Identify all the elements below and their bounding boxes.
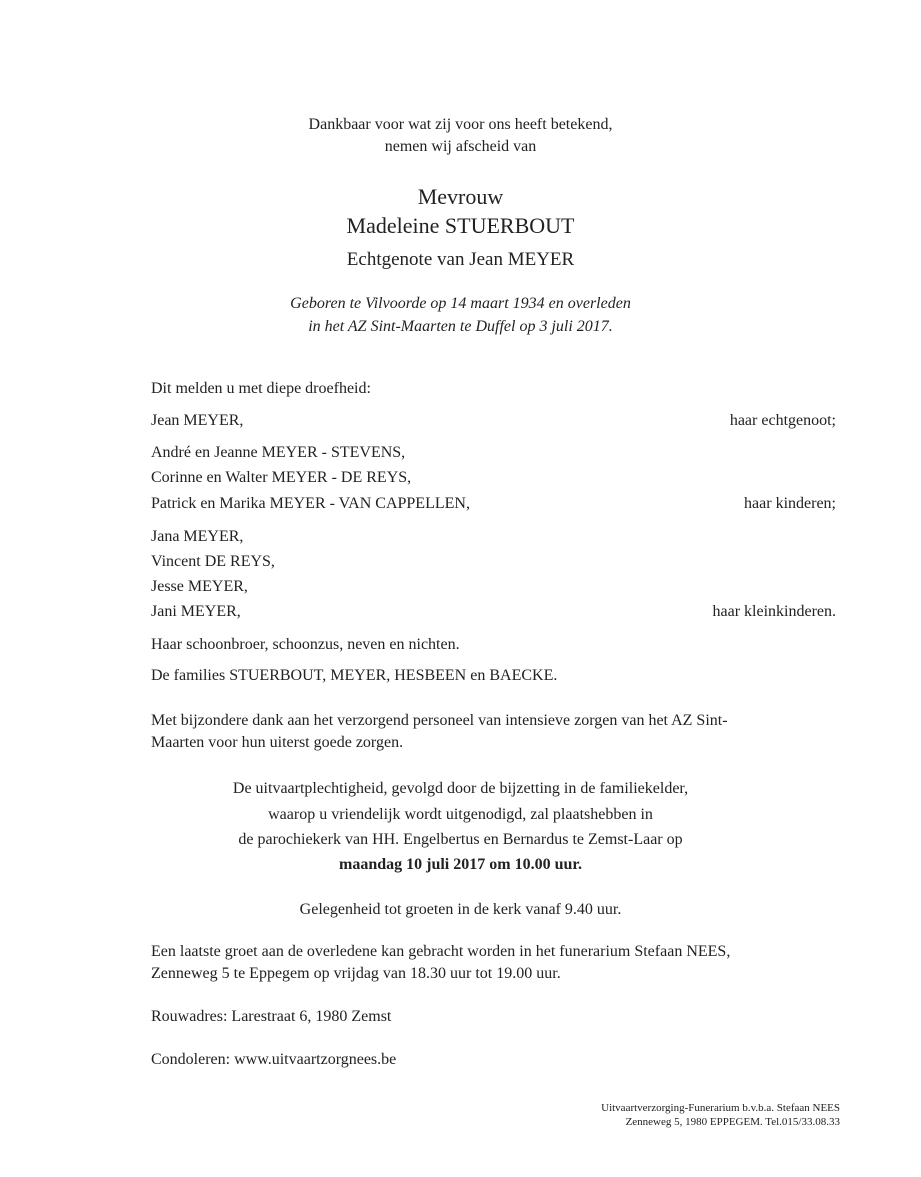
announcement: Dit melden u met diepe droefheid: <box>151 380 371 397</box>
farewell-line-1: Een laatste groet aan de overledene kan gebracht worden in het funerarium Stefaan NEES, <box>151 943 731 960</box>
deceased-spouse: Echtgenote van Jean MEYER <box>346 249 575 270</box>
grandchildren-relation: haar kleinkinderen. <box>712 603 836 620</box>
farewell-line-2: Zenneweg 5 te Eppegem op vrijdag van 18.30 uur tot 19.00 uur. <box>151 965 561 982</box>
footer-line-1: Uitvaartverzorging-Funerarium b.v.b.a. Stefaan NEES <box>601 1102 840 1114</box>
footer-line-2: Zenneweg 5, 1980 EPPEGEM. Tel.015/33.08.33 <box>625 1116 840 1128</box>
address: Rouwadres: Larestraat 6, 1980 Zemst <box>151 1008 392 1025</box>
intro-line-1: Dankbaar voor wat zij voor ons heeft betekend, <box>308 116 613 133</box>
dates-line-1: Geboren te Vilvoorde op 14 maart 1934 en overleden <box>290 295 631 312</box>
grandchild-1: Jana MEYER, <box>151 528 244 545</box>
greeting: Gelegenheid tot groeten in de kerk vanaf 9.40 uur. <box>299 901 622 918</box>
thanks-line-2: Maarten voor hun uiterst goede zorgen. <box>151 734 404 751</box>
deceased-name: Madeleine STUERBOUT <box>346 213 575 238</box>
condolences: Condoleren: www.uitvaartzorgnees.be <box>151 1051 397 1068</box>
spouse-relation: haar echtgenoot; <box>729 412 836 429</box>
relatives: Haar schoonbroer, schoonzus, neven en nichten. <box>151 636 460 653</box>
dates-line-2: in het AZ Sint-Maarten te Duffel op 3 juli 2017. <box>308 318 613 335</box>
grandchild-4: Jani MEYER, <box>151 603 241 620</box>
deceased-honorific: Mevrouw <box>417 184 504 209</box>
child-1: André en Jeanne MEYER - STEVENS, <box>151 444 406 461</box>
child-3: Patrick en Marika MEYER - VAN CAPPELLEN, <box>151 495 470 512</box>
thanks-line-1: Met bijzondere dank aan het verzorgend personeel van intensieve zorgen van het AZ Sint- <box>151 712 728 729</box>
child-2: Corinne en Walter MEYER - DE REYS, <box>151 469 412 486</box>
ceremony-line-3: de parochiekerk van HH. Engelbertus en Bernardus te Zemst-Laar op <box>238 831 683 848</box>
grandchild-3: Jesse MEYER, <box>151 578 248 595</box>
families: De families STUERBOUT, MEYER, HESBEEN en BAECKE. <box>151 667 558 684</box>
ceremony-line-2: waarop u vriendelijk wordt uitgenodigd, zal plaatshebben in <box>268 806 653 823</box>
spouse-name: Jean MEYER, <box>151 412 244 429</box>
children-relation: haar kinderen; <box>744 495 836 512</box>
ceremony-line-1: De uitvaartplechtigheid, gevolgd door de bijzetting in de familiekelder, <box>232 780 689 797</box>
ceremony-datetime: maandag 10 juli 2017 om 10.00 uur. <box>339 856 582 873</box>
intro-line-2: nemen wij afscheid van <box>384 138 537 155</box>
grandchild-2: Vincent DE REYS, <box>151 553 275 570</box>
